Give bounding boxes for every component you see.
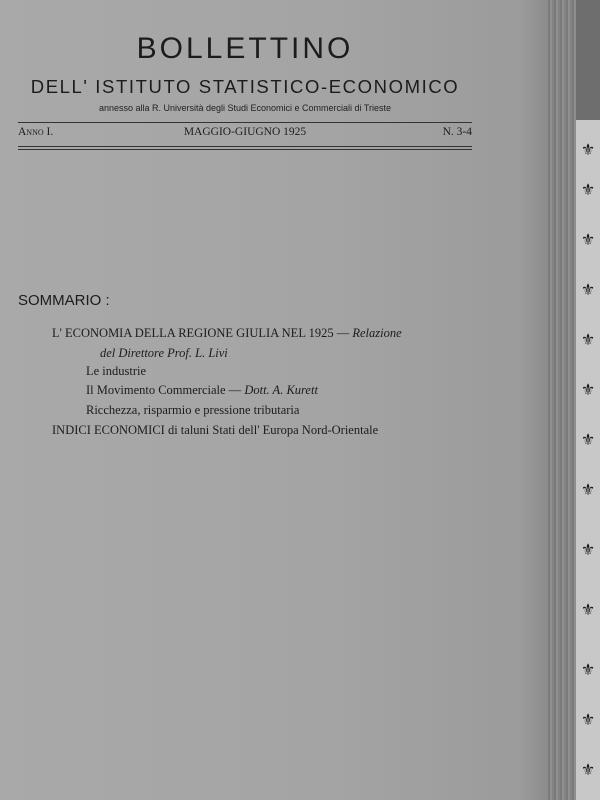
issue-year: Anno I. (18, 126, 54, 138)
fleur-de-lis-icon: ⚜ (580, 380, 596, 399)
fleur-de-lis-icon: ⚜ (580, 480, 596, 499)
contents-item-title: L' ECONOMIA DELLA REGIONE GIULIA NEL 1925 — (52, 326, 350, 340)
contents-item-title: Il Movimento Commerciale — (86, 383, 242, 397)
contents-heading: SOMMARIO : (18, 292, 110, 309)
contents-item: INDICI ECONOMICI di taluni Stati dell' Europa Nord-Orientale (52, 423, 379, 437)
fleur-de-lis-icon: ⚜ (580, 540, 596, 559)
issue-number: N. 3-4 (442, 126, 472, 138)
fleur-de-lis-icon: ⚜ (580, 140, 596, 159)
fleur-de-lis-icon: ⚜ (580, 600, 596, 619)
journal-affiliation: annesso alla R. Università degli Studi Economici e Commerciali di Trieste (98, 103, 392, 113)
fleur-de-lis-icon: ⚜ (580, 180, 596, 199)
book-spine (548, 0, 578, 800)
contents-item-author: del Direttore Prof. L. Livi (100, 346, 228, 360)
fleur-de-lis-icon: ⚜ (580, 660, 596, 679)
journal-title: BOLLETTINO (136, 32, 354, 65)
contents-item (52, 326, 402, 341)
page-edge-shadow (520, 0, 550, 800)
decorated-cover-strip (576, 120, 600, 800)
fleur-de-lis-icon: ⚜ (580, 430, 596, 449)
issue-date: MAGGIO-GIUGNO 1925 (183, 126, 307, 138)
fleur-de-lis-icon: ⚜ (580, 760, 596, 779)
fleur-de-lis-icon: ⚜ (580, 230, 596, 249)
journal-subtitle: DELL' ISTITUTO STATISTICO-ECONOMICO (30, 76, 460, 97)
bottom-rule-double (18, 149, 472, 150)
contents-item-author: Dott. A. Kurett (244, 383, 318, 397)
contents-item: Ricchezza, risparmio e pressione tributaria (86, 403, 300, 417)
fleur-de-lis-icon: ⚜ (580, 280, 596, 299)
bottom-rule (18, 146, 472, 147)
top-rule (18, 122, 472, 123)
fleur-de-lis-icon: ⚜ (580, 710, 596, 729)
contents-item (86, 383, 318, 398)
contents-item: Le industrie (86, 364, 147, 378)
contents-item-relazione: Relazione (352, 326, 402, 340)
cover-edge-dark (576, 0, 600, 120)
fleur-de-lis-icon: ⚜ (580, 330, 596, 349)
